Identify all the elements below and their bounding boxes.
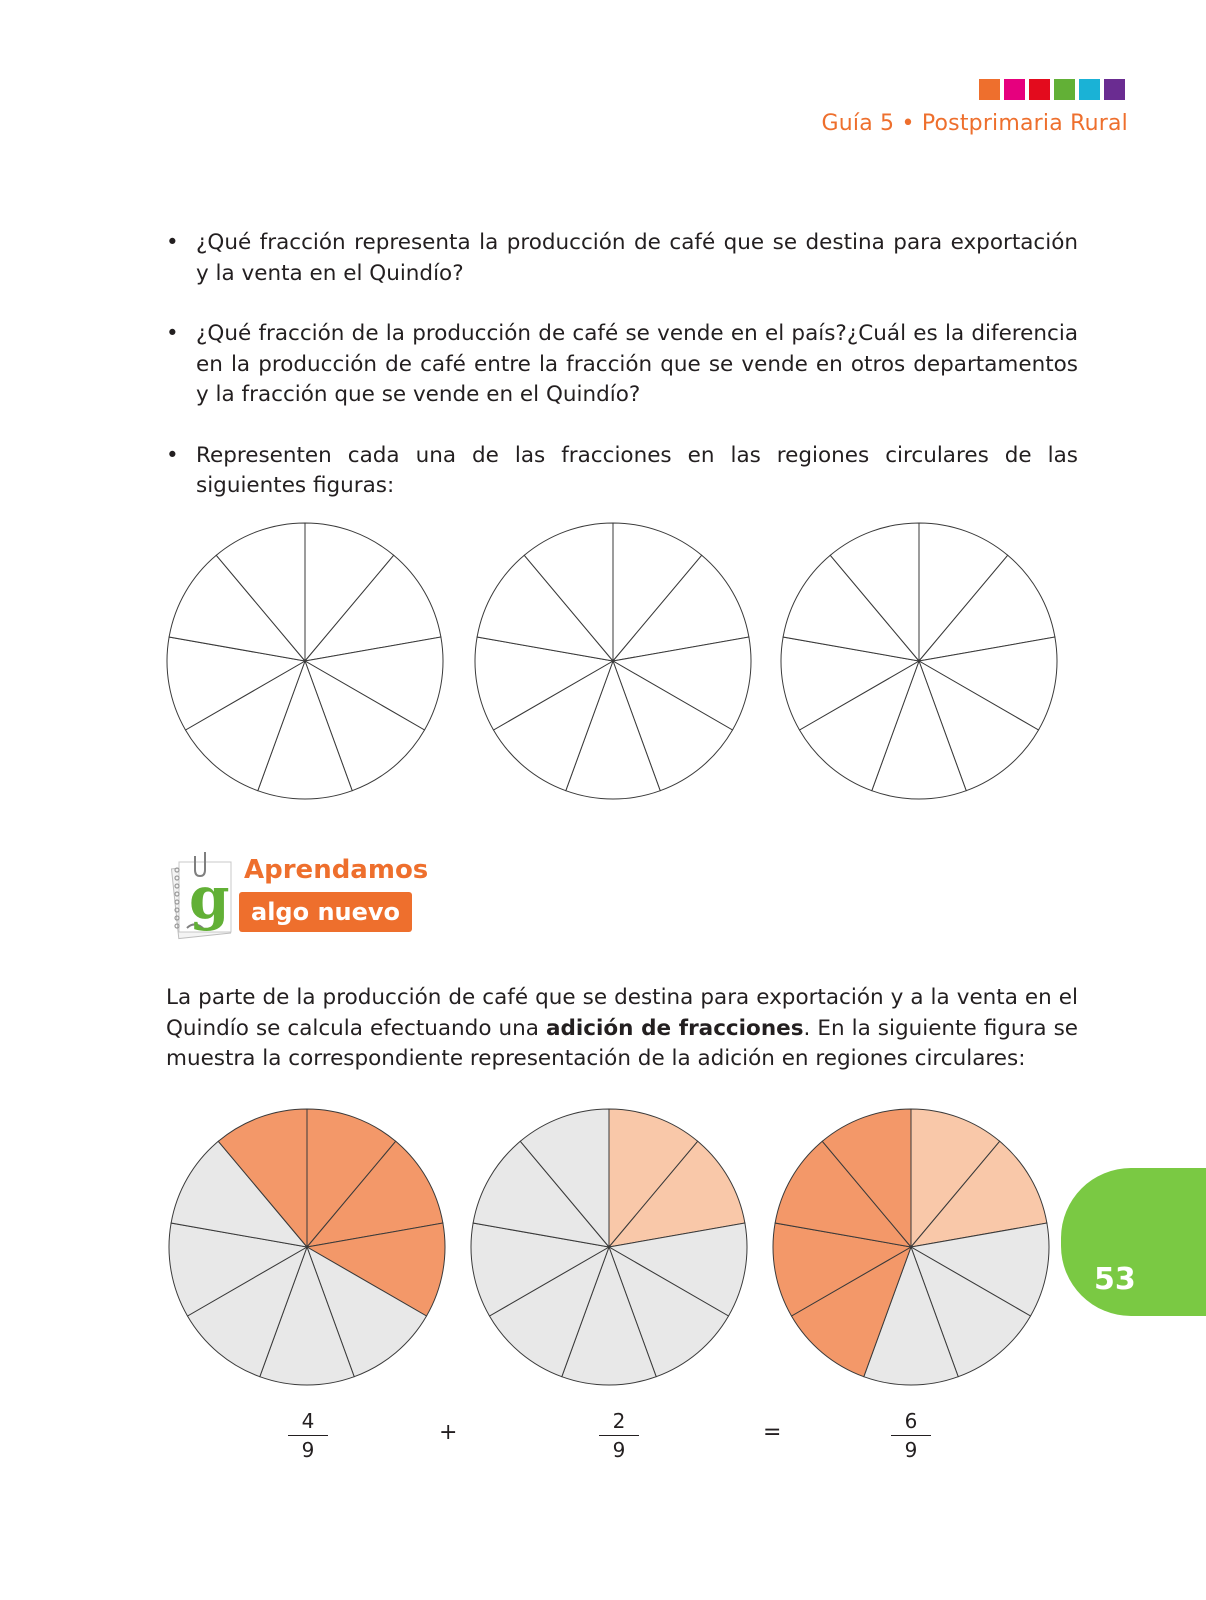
blank-circles-row — [160, 516, 1080, 806]
section-title: Aprendamos — [244, 855, 429, 885]
addition-circles-row — [160, 1104, 1080, 1390]
equals-sign: = — [763, 1420, 782, 1445]
fraction-denominator: 9 — [904, 1438, 918, 1462]
blank-circle-2 — [468, 516, 758, 806]
color-square — [1054, 79, 1075, 100]
fraction-denominator: 9 — [612, 1438, 626, 1462]
addition-circle-1 — [164, 1104, 450, 1390]
bullet: • — [166, 321, 179, 346]
question-text: ¿Qué fracción de la producción de café se vende en el país?¿Cuál es la diferencia en la producción de café entre la fracción que se vende en otros departamentos y la fracción que se vende en el Quindío? — [196, 321, 1078, 407]
bullet: • — [166, 442, 179, 468]
fraction-2 — [599, 1409, 639, 1462]
color-square — [1029, 79, 1050, 100]
page-number: 53 — [1094, 1262, 1136, 1297]
color-square — [979, 79, 1000, 100]
paragraph-text: La parte de la producción de café que se destina para exportación y a la venta en el Quindío se calcula efectuando una — [166, 985, 1078, 1041]
blank-circle-3 — [774, 516, 1064, 806]
question-text: Representen cada una de las fracciones en las regiones circulares de las siguientes figuras: — [196, 442, 1078, 498]
notebook-g-logo-icon — [165, 850, 245, 942]
question-item — [166, 441, 1078, 502]
question-text: ¿Qué fracción representa la producción de café que se destina para exportación y la venta en el Quindío? — [196, 230, 1078, 286]
addition-circle-2 — [466, 1104, 752, 1390]
question-list — [166, 228, 1078, 532]
question-item — [166, 228, 1078, 289]
addition-circle-3 — [768, 1104, 1054, 1390]
fraction-numerator: 6 — [891, 1409, 931, 1436]
plus-sign: + — [439, 1420, 458, 1445]
color-square — [1079, 79, 1100, 100]
blank-circle-1 — [160, 516, 450, 806]
section-subtitle: algo nuevo — [239, 892, 412, 932]
fraction-denominator: 9 — [301, 1438, 315, 1462]
fraction-3 — [891, 1409, 931, 1462]
fraction-1 — [288, 1409, 328, 1462]
explanation-paragraph — [166, 983, 1078, 1075]
paragraph-bold-term: adición de fracciones — [545, 1015, 804, 1041]
question-item — [166, 319, 1078, 411]
header-color-squares — [979, 79, 1125, 100]
header-title: Guía 5 • Postprimaria Rural — [821, 111, 1128, 136]
section-header — [165, 850, 429, 942]
fraction-numerator: 2 — [599, 1409, 639, 1436]
logo-letter: g — [189, 864, 230, 932]
fraction-numerator: 4 — [288, 1409, 328, 1436]
color-square — [1004, 79, 1025, 100]
paragraph-text: . En la siguiente figura se muestra la correspondiente representación de la adición en regiones circulares: — [166, 1015, 1078, 1071]
bullet: • — [166, 230, 179, 255]
color-square — [1104, 79, 1125, 100]
